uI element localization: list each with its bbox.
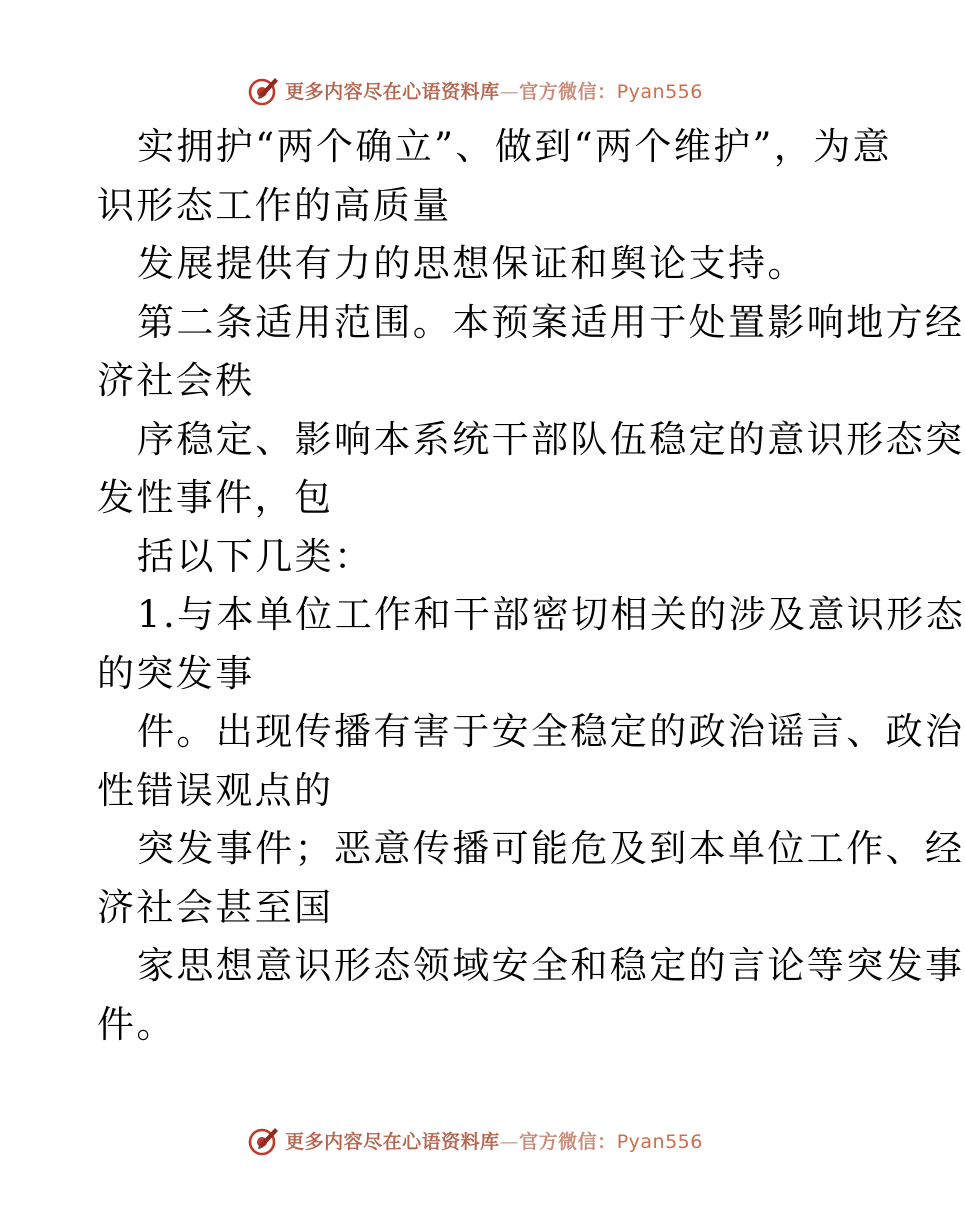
body-line: 件。出现传播有害于安全稳定的政治谣言、政治	[137, 710, 965, 753]
header-banner-text	[285, 77, 703, 104]
footer-account: Pyan556	[616, 1130, 703, 1153]
pen-logo-icon	[247, 73, 281, 107]
footer-separator: —	[499, 1130, 520, 1153]
body-line: 家思想意识形态领域安全和稳定的言论等突发事	[137, 944, 965, 987]
document-body	[97, 118, 965, 1054]
body-line: 括以下几类：	[137, 534, 374, 578]
body-line: 发展提供有力的思想保证和舆论支持。	[137, 242, 807, 285]
header-wechat-label: 官方微信：	[519, 80, 617, 103]
body-line: 第二条适用范围。本预案适用于处置影响地方经	[137, 300, 965, 344]
footer-brand: 更多内容尽在心语资料库	[285, 1130, 500, 1153]
body-line: 的突发事	[97, 651, 255, 695]
footer-banner-text	[285, 1127, 703, 1154]
header-separator: —	[499, 80, 520, 103]
body-line: 性错误观点的	[97, 768, 334, 812]
body-line: 识形态工作的高质量	[97, 183, 452, 227]
header-banner	[0, 70, 950, 110]
body-line: 序稳定、影响本系统干部队伍稳定的意识形态突	[137, 417, 965, 461]
header-brand: 更多内容尽在心语资料库	[285, 80, 500, 103]
body-line: 件。	[97, 1002, 176, 1046]
body-line: 突发事件；恶意传播可能危及到本单位工作、经	[137, 827, 965, 870]
pen-logo-icon	[247, 1123, 281, 1157]
footer-wechat-label: 官方微信：	[519, 1130, 617, 1153]
body-line: 1.与本单位工作和干部密切相关的涉及意识形态	[137, 593, 965, 636]
body-line: 济社会秩	[97, 359, 255, 402]
header-account: Pyan556	[616, 80, 703, 103]
footer-banner	[0, 1120, 950, 1160]
body-line: 实拥护“两个确立”、做到“两个维护”，为意	[137, 125, 893, 168]
body-line: 济社会甚至国	[97, 885, 334, 929]
body-line: 发性事件，包	[97, 476, 334, 519]
